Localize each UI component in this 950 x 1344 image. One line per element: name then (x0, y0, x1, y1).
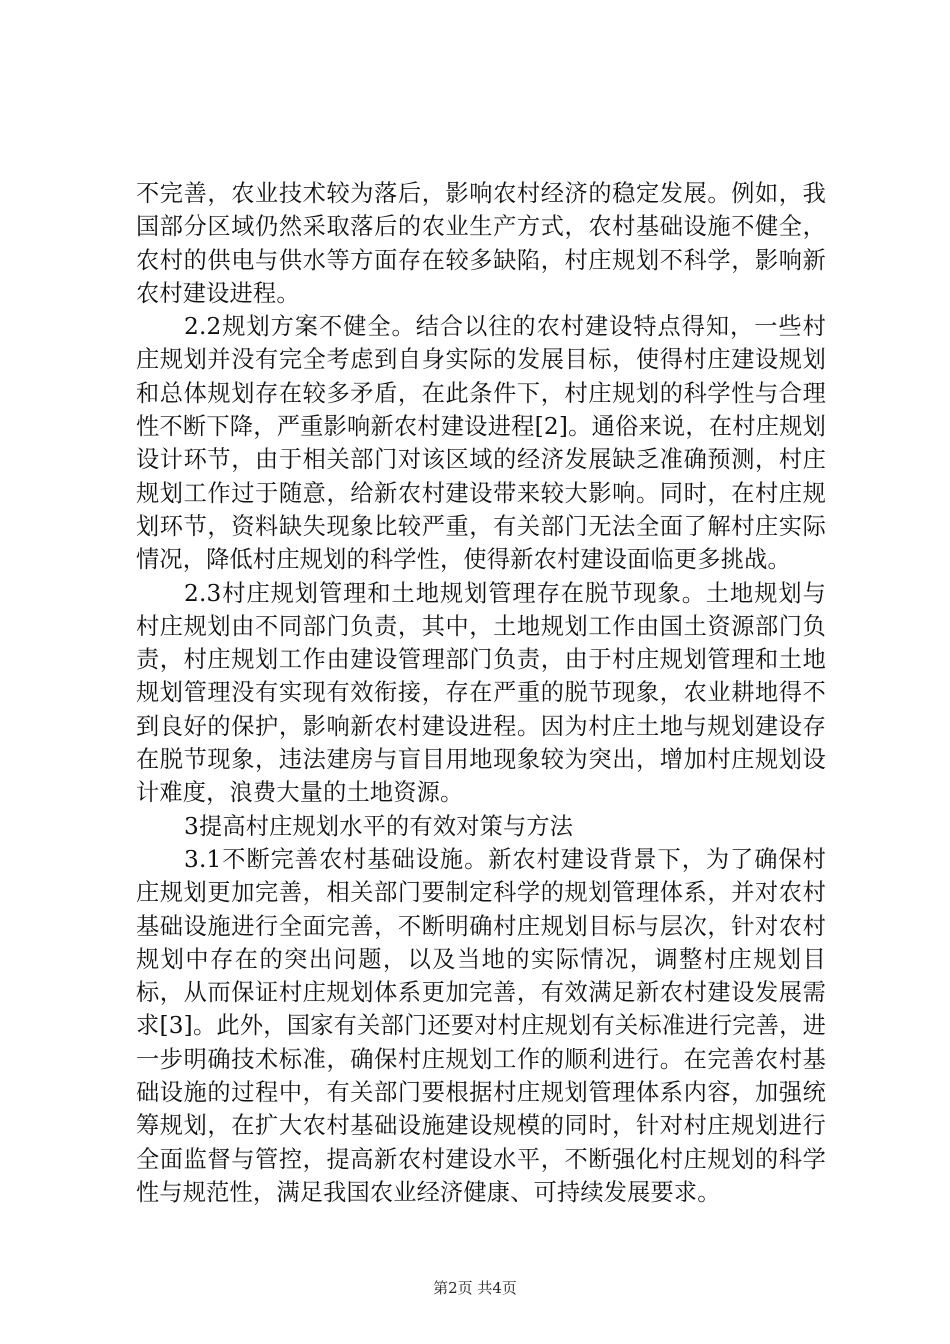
paragraph-3-1: 3.1不断完善农村基础设施。新农村建设背景下，为了确保村庄规划更加完善，相关部门要制定科学的规划管理体系，并对农村基础设施进行全面完善，不断明确村庄规划目标与层次，针对农村规划中存在的突出问题，以及当地的实际情况，调整村庄规划目标，从而保证村庄规划体系更加完善，有效满足新农村建设发展需求[3]。此外，国家有关部门还要对村庄规划有关标准进行完善，进一步明确技术标准，确保村庄规划工作的顺利进行。在完善农村基础设施的过程中，有关部门要根据村庄规划管理体系内容，加强统筹规划，在扩大农村基础设施建设规模的同时，针对村庄规划进行全面监督与管控，提高新农村建设水平，不断强化村庄规划的科学性与规范性，满足我国农业经济健康、可持续发展要求。 (136, 845, 826, 1206)
page-footer: 第2页 共4页 (433, 1279, 517, 1297)
document-body (136, 177, 826, 1209)
section-heading-3: 3提高村庄规划水平的有效对策与方法 (184, 812, 574, 840)
paragraph-2-3: 2.3村庄规划管理和土地规划管理存在脱节现象。土地规划与村庄规划由不同部门负责，其中，土地规划工作由国土资源部门负责，村庄规划工作由建设管理部门负责，由于村庄规划管理和土地规划管理没有实现有效衔接，存在严重的脱节现象，农业耕地得不到良好的保护，影响新农村建设进程。因为村庄土地与规划建设存在脱节现象，违法建房与盲目用地现象较为突出，增加村庄规划设计难度，浪费大量的土地资源。 (136, 579, 826, 807)
paragraph-continuation: 不完善，农业技术较为落后，影响农村经济的稳定发展。例如，我国部分区域仍然采取落后的农业生产方式，农村基础设施不健全，农村的供电与供水等方面存在较多缺陷，村庄规划不科学，影响新农村建设进程。 (136, 180, 826, 307)
paragraph-2-2: 2.2规划方案不健全。结合以往的农村建设特点得知，一些村庄规划并没有完全考虑到自身实际的发展目标，使得村庄建设规划和总体规划存在较多矛盾，在此条件下，村庄规划的科学性与合理性不断下降，严重影响新农村建设进程[2]。通俗来说，在村庄规划设计环节，由于相关部门对该区域的经济发展缺乏准确预测，村庄规划工作过于随意，给新农村建设带来较大影响。同时，在村庄规划环节，资料缺失现象比较严重，有关部门无法全面了解村庄实际情况，降低村庄规划的科学性，使得新农村建设面临更多挑战。 (136, 313, 826, 574)
